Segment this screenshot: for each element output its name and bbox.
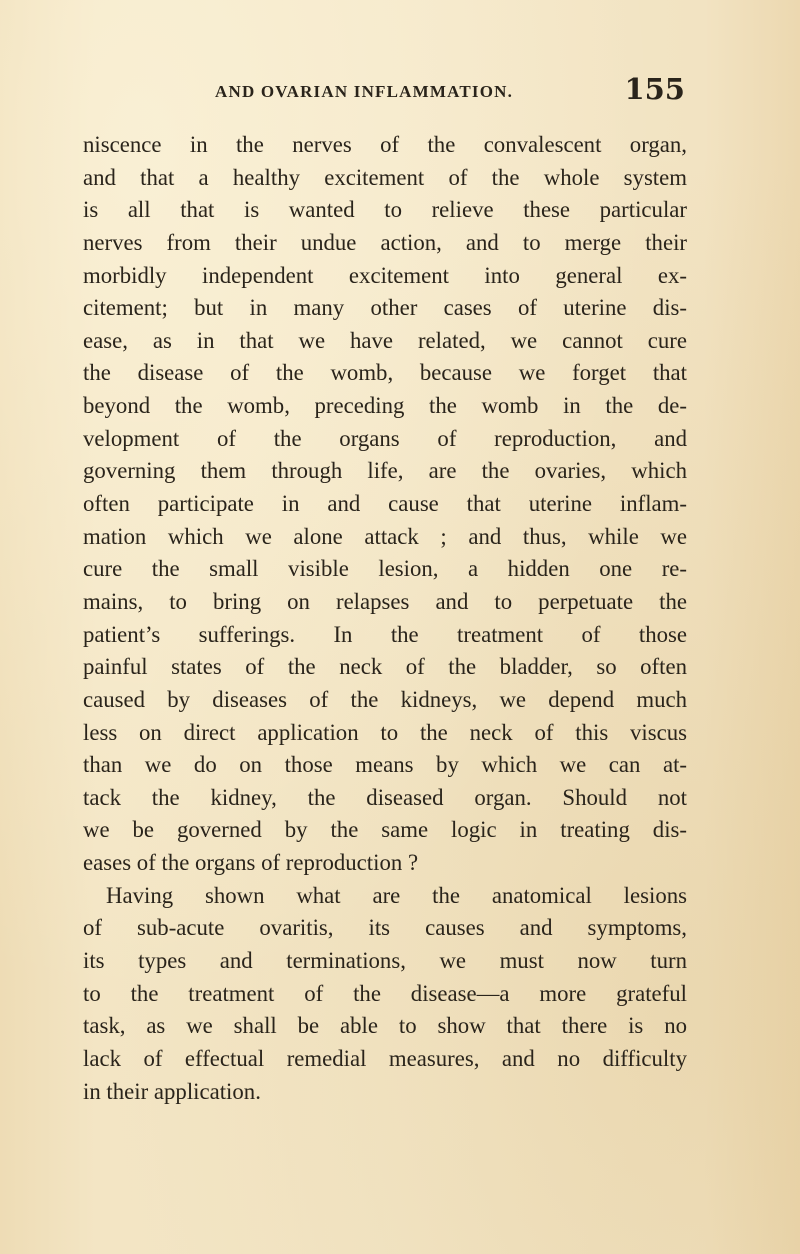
- page-number: 155: [624, 72, 685, 106]
- text-line: in their application.: [83, 1078, 261, 1104]
- text-line: ease, as in that we have related, we cannot cure: [83, 327, 687, 353]
- text-line: cure the small visible lesion, a hidden one re-: [83, 556, 687, 582]
- text-line: often participate in and cause that uterine inflam-: [83, 491, 687, 517]
- text-line: caused by diseases of the kidneys, we depend much: [83, 686, 687, 712]
- body-text: [83, 129, 687, 1108]
- text-line: velopment of the organs of reproduction, and: [83, 425, 687, 451]
- text-line: less on direct application to the neck of this viscus: [83, 719, 687, 745]
- text-line: tack the kidney, the diseased organ. Should not: [83, 784, 687, 810]
- text-line: Having shown what are the anatomical lesions: [106, 882, 687, 908]
- text-line: to the treatment of the disease—a more grateful: [83, 980, 687, 1006]
- text-line: we be governed by the same logic in treating dis-: [83, 817, 687, 843]
- text-line: eases of the organs of reproduction ?: [83, 850, 419, 876]
- text-line: citement; but in many other cases of uterine dis-: [83, 295, 687, 321]
- text-line: morbidly independent excitement into general ex-: [83, 262, 687, 288]
- running-title: AND OVARIAN INFLAMMATION.: [215, 82, 514, 101]
- text-line: its types and terminations, we must now turn: [83, 948, 687, 974]
- text-line: niscence in the nerves of the convalescent organ,: [83, 132, 687, 157]
- page-header: [215, 72, 685, 108]
- text-line: the disease of the womb, because we forget that: [83, 360, 687, 386]
- text-line: is all that is wanted to relieve these particular: [83, 197, 687, 223]
- text-line: task, as we shall be able to show that there is no: [83, 1013, 687, 1039]
- text-line: and that a healthy excitement of the whole system: [83, 164, 687, 190]
- text-line: nerves from their undue action, and to merge their: [83, 229, 687, 255]
- text-line: lack of effectual remedial measures, and no difficulty: [83, 1045, 687, 1071]
- text-line: painful states of the neck of the bladder, so often: [83, 654, 687, 680]
- text-line: patient’s sufferings. In the treatment of those: [83, 621, 687, 647]
- text-line: than we do on those means by which we can at-: [83, 752, 687, 778]
- text-line: beyond the womb, preceding the womb in the de-: [83, 393, 687, 419]
- text-line: of sub-acute ovaritis, its causes and symptoms,: [83, 915, 687, 941]
- text-line: governing them through life, are the ovaries, which: [83, 458, 687, 484]
- text-line: mains, to bring on relapses and to perpetuate the: [83, 588, 687, 614]
- text-line: mation which we alone attack ; and thus, while we: [83, 523, 687, 549]
